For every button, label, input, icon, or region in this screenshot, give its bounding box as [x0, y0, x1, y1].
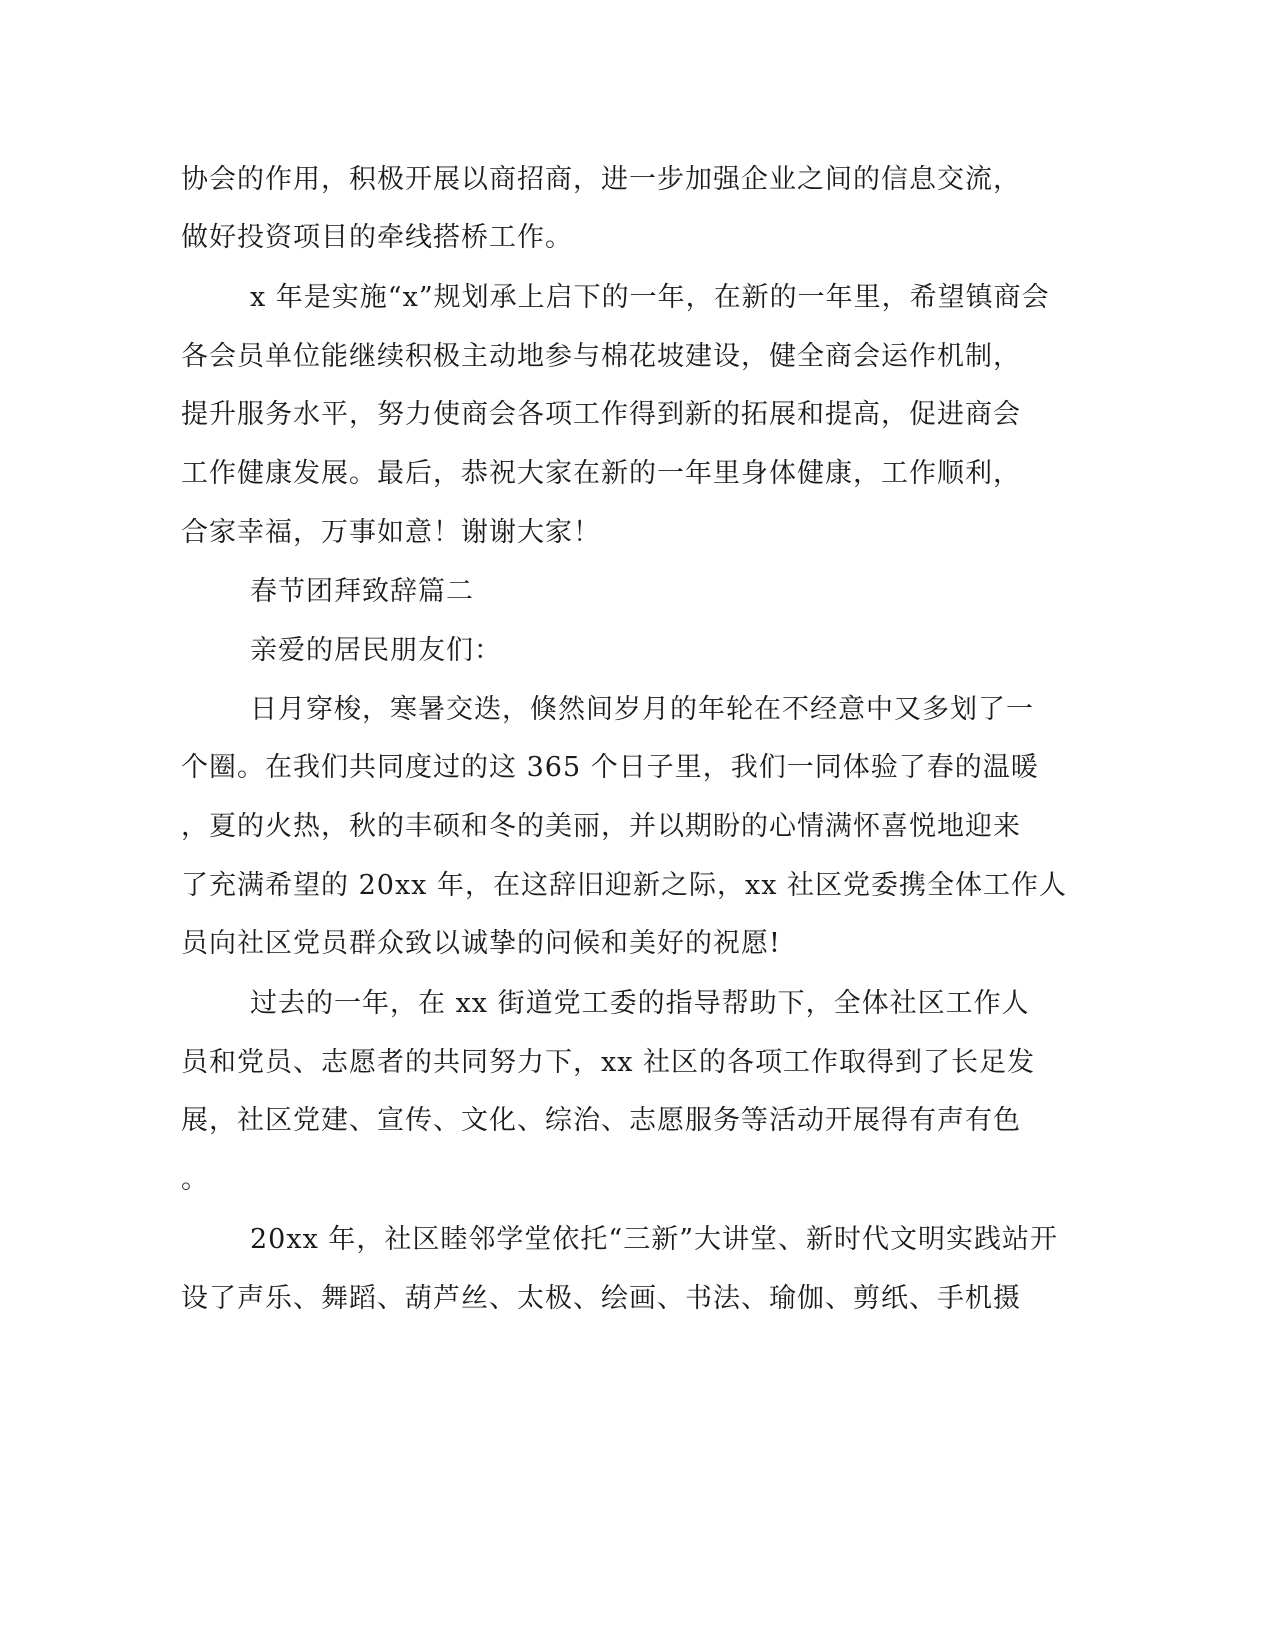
text-line: x 年是实施“x”规划承上启下的一年，在新的一年里，希望镇商会 — [250, 282, 1050, 313]
text-line: 员和党员、志愿者的共同努力下，xx 社区的各项工作取得到了长足发 — [181, 1047, 1036, 1078]
text-line: 工作健康发展。最后，恭祝大家在新的一年里身体健康，工作顺利， — [181, 458, 1021, 489]
salutation: 亲爱的居民朋友们： — [250, 635, 502, 666]
text-line: 过去的一年，在 xx 街道党工委的指导帮助下，全体社区工作人 — [250, 988, 1030, 1019]
section-heading: 春节团拜致辞篇二 — [250, 576, 474, 607]
text-line: 各会员单位能继续积极主动地参与棉花坡建设，健全商会运作机制， — [181, 341, 1021, 372]
text-line: 展，社区党建、宣传、文化、综治、志愿服务等活动开展得有声有色 — [181, 1105, 1021, 1136]
text-line: 20xx 年，社区睦邻学堂依托“三新”大讲堂、新时代文明实践站开 — [250, 1224, 1058, 1255]
text-line: 协会的作用，积极开展以商招商，进一步加强企业之间的信息交流， — [181, 164, 1021, 195]
text-line: 个圈。在我们共同度过的这 365 个日子里，我们一同体验了春的温暖 — [181, 752, 1039, 783]
text-line: 做好投资项目的牵线搭桥工作。 — [181, 222, 573, 253]
text-line: 设了声乐、舞蹈、葫芦丝、太极、绘画、书法、瑜伽、剪纸、手机摄 — [181, 1283, 1021, 1314]
text-line: ，夏的火热，秋的丰硕和冬的美丽，并以期盼的心情满怀喜悦地迎来 — [181, 811, 1021, 842]
text-line: 员向社区党员群众致以诚挚的问候和美好的祝愿! — [181, 928, 781, 959]
text-line: 。 — [181, 1164, 209, 1195]
text-line: 日月穿梭，寒暑交迭，倏然间岁月的年轮在不经意中又多划了一 — [250, 694, 1034, 725]
text-line: 合家幸福，万事如意！谢谢大家！ — [181, 517, 601, 548]
text-line: 提升服务水平，努力使商会各项工作得到新的拓展和提高，促进商会 — [181, 399, 1021, 430]
text-line: 了充满希望的 20xx 年，在这辞旧迎新之际，xx 社区党委携全体工作人 — [181, 870, 1068, 901]
